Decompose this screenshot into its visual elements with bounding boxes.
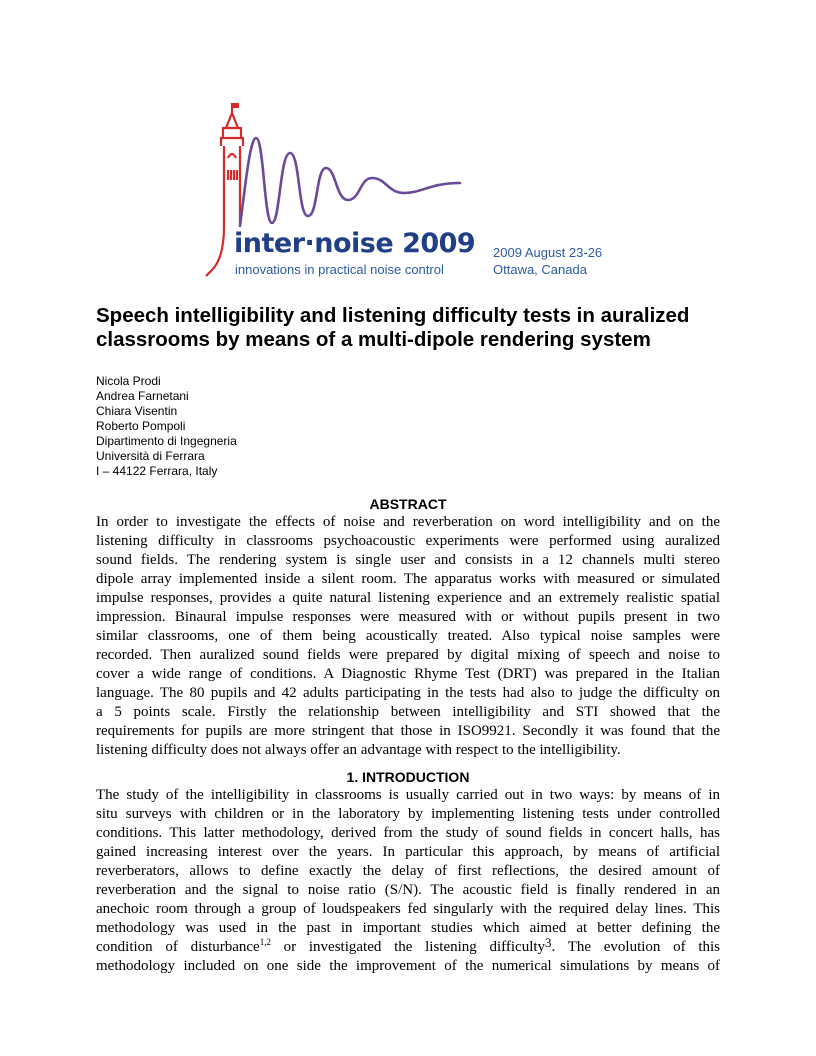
text-line: requirements for pupils are more stringent that those in ISO9921. Secondly it was found that the bbox=[96, 723, 720, 739]
text-line: language. The 80 pupils and 42 adults participating in the tests had also to judge the difficulty on bbox=[96, 685, 720, 701]
introduction-heading: 1. INTRODUCTION bbox=[346, 769, 470, 785]
author-address: I – 44122 Ferrara, Italy bbox=[96, 464, 218, 478]
text-line: sound fields. The rendering system is single user and consists in a 12 channels multi stereo bbox=[96, 552, 720, 568]
conference-tagline: innovations in practical noise control bbox=[235, 262, 444, 277]
author-affiliation: Università di Ferrara bbox=[96, 449, 205, 463]
text-line: impulse responses, provides a quite natural listening experience and an extremely realistic spatial bbox=[96, 590, 720, 606]
author-name: Andrea Farnetani bbox=[96, 389, 189, 403]
introduction-text bbox=[96, 786, 720, 976]
text-line bbox=[96, 935, 720, 957]
text-line: dipole array implemented inside a silent room. The apparatus works with measured or simulated bbox=[96, 571, 720, 587]
text-line: impression. Binaural impulse responses were measured with or without pupils present in two bbox=[96, 609, 720, 625]
author-block bbox=[96, 374, 237, 479]
paper-title-line: Speech intelligibility and listening difficulty tests in auralized bbox=[96, 304, 690, 327]
text-line: listening difficulty does not always offer an advantage with respect to the intelligibility. bbox=[96, 742, 621, 758]
conference-logo bbox=[190, 98, 630, 283]
text-line: conditions. This latter methodology, derived from the study of sound fields in concert halls, has bbox=[96, 825, 720, 841]
text-line: situ surveys with children or in the laboratory by implementing listening tests under controlled bbox=[96, 806, 720, 822]
text-line: methodology was used in the past in important studies which aimed at better defining the bbox=[96, 920, 720, 936]
paper-title-line: classrooms by means of a multi-dipole rendering system bbox=[96, 328, 651, 351]
abstract-text bbox=[96, 513, 720, 760]
text-line: reverberators, allows to define exactly the delay of first reflections, the desired amount of bbox=[96, 863, 720, 879]
text-fragment: . The evolution of this bbox=[551, 939, 720, 955]
text-line: reverberation and the signal to noise ratio (S/N). The acoustic field is finally rendered in an bbox=[96, 882, 720, 898]
text-line: a 5 points scale. Firstly the relationship between intelligibility and STI showed that the bbox=[96, 704, 720, 720]
text-fragment: or investigated the listening difficulty bbox=[270, 939, 546, 955]
text-line: The study of the intelligibility in classrooms is usually carried out in two ways: by means of in bbox=[96, 787, 720, 803]
text-line: listening difficulty in classrooms psychoacoustic experiments were performed using auralized bbox=[96, 533, 720, 549]
text-line: In order to investigate the effects of noise and reverberation on word intelligibility and on the bbox=[96, 514, 720, 530]
text-line: gained increasing interest over the years. In particular this approach, by means of artificial bbox=[96, 844, 720, 860]
sound-wave-icon bbox=[240, 138, 460, 226]
conference-location: Ottawa, Canada bbox=[493, 262, 587, 277]
text-line: anechoic room through a group of loudspeakers fed singularly with the required delay lines. This bbox=[96, 901, 720, 917]
author-name: Chiara Visentin bbox=[96, 404, 178, 418]
author-name: Nicola Prodi bbox=[96, 374, 161, 388]
text-line: recorded. Then auralized sound fields were prepared by digital mixing of speech and noise to bbox=[96, 647, 720, 663]
citation-superscript: 1,2 bbox=[259, 937, 271, 947]
abstract-heading: ABSTRACT bbox=[369, 496, 447, 512]
text-line: methodology included on one side the improvement of the numerical simulations by means of bbox=[96, 958, 720, 974]
conference-brand: inter·noise 2009 bbox=[234, 228, 476, 259]
author-name: Roberto Pompoli bbox=[96, 419, 186, 433]
text-line: similar classrooms, one of them being acoustically treated. Also typical noise samples were bbox=[96, 628, 720, 644]
paper-title bbox=[96, 304, 736, 352]
text-line: cover a wide range of conditions. A Diagnostic Rhyme Test (DRT) was prepared in the Italian bbox=[96, 666, 720, 682]
citation-superscript: 3 bbox=[545, 935, 552, 950]
text-fragment: condition of disturbance bbox=[96, 939, 260, 955]
author-affiliation: Dipartimento di Ingegneria bbox=[96, 434, 237, 448]
conference-date: 2009 August 23-26 bbox=[493, 245, 603, 260]
